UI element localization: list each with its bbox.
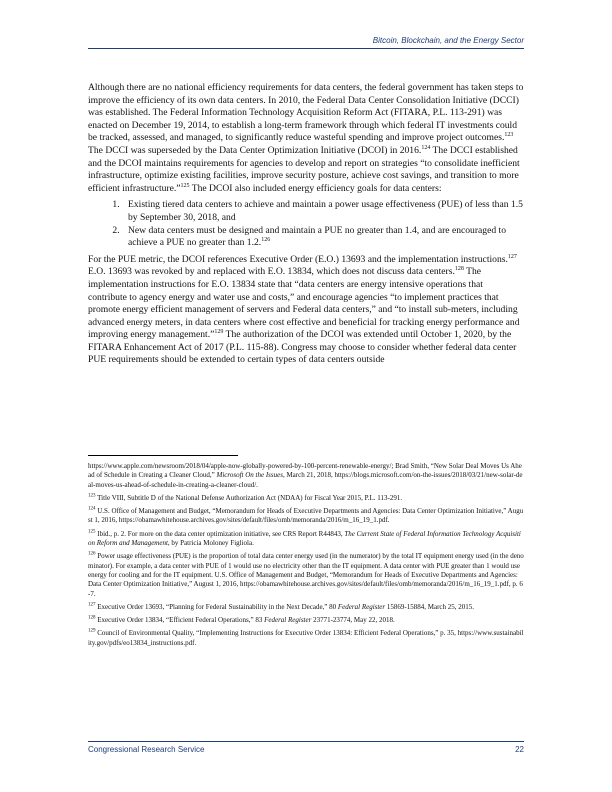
footnote-text: Council of Environmental Quality, “Implementing Instructions for Executive Order 13834: Efficient Federal Operations,” p. 35, https://www.sustainability.gov/pdfs/eo13834_instructions.pdf. bbox=[88, 629, 524, 647]
paragraph-2-text-a: For the PUE metric, the DCOI references Executive Order (E.O.) 13693 and the implementation instructions. bbox=[88, 253, 508, 265]
footnote-continued bbox=[88, 462, 524, 490]
list-item-text: New data centers must be designed and maintain a PUE no greater than 1.4, and are encouraged to achieve a PUE no greater than 1.2. bbox=[128, 224, 507, 249]
footnote-italic: Microsoft On the Issues bbox=[216, 471, 283, 480]
footnote-italic: The Current State of Federal Information Technology Acquisition Reform and Management bbox=[88, 529, 521, 548]
paragraph-2-text-b: E.O. 13693 was revoked by and replaced with E.O. 13834, which does not discuss data centers. bbox=[88, 266, 455, 278]
footnote-number: 123 bbox=[88, 493, 96, 499]
footnote-128 bbox=[88, 616, 524, 625]
paragraph-1-text-d: The DCOI also included energy efficiency goals for data centers: bbox=[189, 182, 442, 194]
footnote-text: U.S. Office of Management and Budget, “Memorandum for Heads of Executive Departments and Agencies: Data Center Optimization Initiative,” August 1, 2016, https://obamawhitehouse.archives.gov/sites/default/files/omb/memoranda/2016/m_16_19_1.pdf. bbox=[88, 507, 524, 525]
footnote-text: Power usage effectiveness (PUE) is the proportion of total data center energy used (in the numerator) by the total IT equipment energy used (in the denominator). For example, a data center with PUE of 1 would use no electricity other than the IT equipment. A data center with PUE greater than 1 would use energy for cooling and for the IT equipment. U.S. Office of Management and Budget, “Memorandum for Heads of Executive Departments and Agencies: Data Center Optimization Initiative,” August 1, 2016, https://obamawhitehouse.archives.gov/sites/default/files/omb/memoranda/2016/m_16_19_1.pdf, p. 6-7. bbox=[88, 552, 524, 598]
efficiency-goals-list bbox=[88, 199, 524, 249]
footnote-125 bbox=[88, 530, 524, 549]
footnote-ref-127[interactable]: 127 bbox=[507, 253, 517, 260]
paragraph-2 bbox=[88, 254, 524, 367]
page-number: 22 bbox=[515, 745, 524, 754]
running-header-title: Bitcoin, Blockchain, and the Energy Sector bbox=[372, 36, 524, 45]
footnote-separator bbox=[88, 455, 238, 456]
footnote-text: Ibid., p. 2. For more on the data center optimization initiative, see CRS Report R44843, bbox=[95, 529, 343, 538]
footnote-text: Executive Order 13834, “Efficient Federal Operations,” 83 bbox=[95, 616, 263, 625]
footer-rule bbox=[88, 741, 524, 742]
list-item bbox=[122, 199, 524, 224]
footnote-text: , by Patricia Moloney Figliola. bbox=[167, 539, 254, 548]
paragraph-1-text-a: Although there are no national efficiency requirements for data centers, the federal government has taken steps to improve the efficiency of its own data centers. In 2010, the Federal Data Center Consolidation Initiative (DCCI) was established. The Federal Information Technology Acquisition Reform Act (FITARA, P.L. 113-291) was enacted on December 19, 2014, to establish a long-term framework through which federal IT investments could be tracked, assessed, and managed, to significantly reduce wasteful spending and improve project outcomes. bbox=[88, 82, 524, 144]
footnote-129 bbox=[88, 629, 524, 648]
footnote-ref-126[interactable]: 126 bbox=[261, 236, 271, 243]
footnote-text: 23771-23774, May 22, 2018. bbox=[311, 616, 395, 625]
list-item bbox=[122, 225, 524, 250]
footnote-number: 126 bbox=[88, 552, 96, 558]
footnote-123 bbox=[88, 494, 524, 503]
header-rule bbox=[88, 48, 524, 49]
footnote-number: 129 bbox=[88, 629, 96, 635]
footnotes bbox=[88, 462, 524, 652]
list-item-text: Existing tiered data centers to achieve and maintain a power usage effectiveness (PUE) of less than 1.5 by September 30, 2018, and bbox=[128, 199, 523, 223]
paragraph-1-text-c: The DCCI established and the DCOI maintains requirements for agencies to develop and report on strategies “to consolidate inefficient infrastructure, optimize existing facilities, improve security posture, achieve cost savings, and transition to more efficient infrastructure.” bbox=[88, 144, 520, 194]
footnote-ref-129[interactable]: 129 bbox=[214, 329, 224, 336]
footnote-127 bbox=[88, 603, 524, 612]
footnote-italic: Federal Register bbox=[264, 616, 312, 625]
footnote-number: 125 bbox=[88, 529, 96, 535]
footnote-ref-128[interactable]: 128 bbox=[454, 266, 464, 273]
footer-publisher: Congressional Research Service bbox=[88, 745, 205, 754]
body-text bbox=[88, 82, 524, 370]
footnote-number: 124 bbox=[88, 506, 96, 512]
footnote-number: 127 bbox=[88, 602, 96, 608]
footnote-text: 15869-15884, March 25, 2015. bbox=[385, 602, 475, 611]
footnote-124 bbox=[88, 507, 524, 526]
footnote-text: https://www.apple.com/newsroom/2018/04/apple-now-globally-powered-by-100-percent-renewable-energy/; Brad Smith, “New Solar Deal Moves Us Ahead of Schedule in Creating a Cleaner Cloud,” bbox=[88, 462, 522, 480]
footnote-126 bbox=[88, 552, 524, 598]
footnote-text: Title VIII, Subtitle D of the National Defense Authorization Act (NDAA) for Fiscal Year 2015, P.L. 113-291. bbox=[95, 493, 403, 502]
footnote-ref-123[interactable]: 123 bbox=[504, 132, 514, 139]
footnote-number: 128 bbox=[88, 615, 96, 621]
paragraph-1-text-b: The DCCI was superseded by the Data Center Optimization Initiative (DCOI) in 2016. bbox=[88, 144, 422, 156]
footnote-text: Executive Order 13693, “Planning for Federal Sustainability in the Next Decade,” 80 bbox=[95, 602, 337, 611]
footnote-ref-124[interactable]: 124 bbox=[421, 144, 431, 151]
paragraph-2-text-c: The implementation instructions for E.O. 13834 state that “data centers are energy intensive operations that contribute to agency energy and water use and costs,” and encourage agencies “to implement practices that promote energy efficient management of servers and Federal data centers,” and “to install sub-meters, including advanced energy meters, in data centers where cost effective and beneficial for tracking energy performance and improving energy management.” bbox=[88, 266, 520, 341]
paragraph-2-text-d: The authorization of the DCOI was extended until October 1, 2020, by the FITARA Enhancement Act of 2017 (P.L. 115-88). Congress may choose to consider whether federal data center PUE requirements should be extended to certain types of data centers outside bbox=[88, 329, 517, 366]
paragraph-1 bbox=[88, 82, 524, 195]
footnote-text: , March 21, 2018, https://blogs.microsoft.com/on-the-issues/2018/03/21/new-solar-deal-moves-us-ahead-of-schedule-in-creating-a-cleaner-cloud/. bbox=[88, 471, 523, 489]
footnote-ref-125[interactable]: 125 bbox=[180, 182, 190, 189]
footnote-italic: Federal Register bbox=[337, 602, 386, 611]
